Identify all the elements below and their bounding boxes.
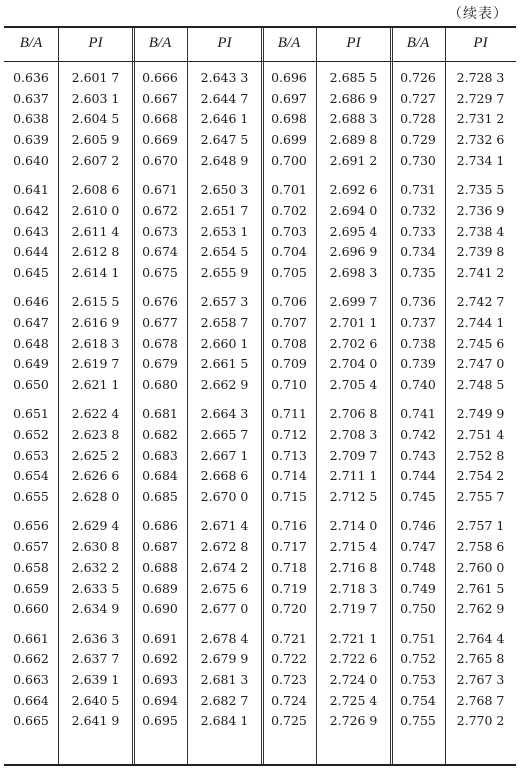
pi-cell: 2.702 6 [329,335,378,351]
ba-cell: 0.676 [142,294,178,310]
pi-cell: 2.607 2 [71,152,120,168]
ba-cell: 0.685 [142,489,178,505]
ba-cell: 0.672 [142,202,178,218]
ba-cell: 0.743 [400,447,436,463]
ba-cell: 0.708 [271,335,307,351]
table-row [4,580,516,601]
pi-cell: 2.722 6 [329,651,378,667]
ba-cell: 0.723 [271,671,307,687]
pi-cell: 2.699 7 [329,294,378,310]
table-row [4,314,516,335]
ba-cell: 0.662 [13,651,49,667]
ba-cell: 0.734 [400,244,436,260]
pi-cell: 2.716 8 [329,559,378,575]
pi-cell: 2.633 5 [71,580,120,596]
table-row [4,559,516,580]
ba-cell: 0.670 [142,152,178,168]
pi-cell: 2.625 2 [71,447,120,463]
ba-cell: 0.655 [13,489,49,505]
table-row [4,488,516,509]
ba-cell: 0.651 [13,406,49,422]
header-pi: PI [346,35,361,51]
ba-cell: 0.666 [142,70,178,85]
pi-cell: 2.614 1 [71,264,120,280]
ba-cell: 0.694 [142,692,178,708]
table-row [4,202,516,223]
ba-cell: 0.718 [271,559,307,575]
ba-cell: 0.736 [400,294,436,310]
ba-cell: 0.702 [271,202,307,218]
pi-cell: 2.626 6 [71,468,120,484]
pi-cell: 2.610 0 [71,202,120,218]
pi-cell: 2.708 3 [329,427,378,442]
ba-cell: 0.744 [400,468,436,484]
ba-cell: 0.656 [13,518,49,534]
ba-cell: 0.713 [271,447,307,463]
ba-cell: 0.650 [13,377,49,392]
pi-cell: 2.647 5 [200,132,249,148]
pi-cell: 2.768 7 [456,692,505,708]
ba-cell: 0.753 [400,671,436,687]
pi-cell: 2.745 6 [456,335,505,351]
ba-cell: 0.712 [271,427,307,442]
header-ba: B/A [277,35,301,51]
ba-cell: 0.716 [271,518,307,534]
pi-cell: 2.739 8 [456,244,505,260]
pi-cell: 2.718 3 [329,580,378,596]
table-row [4,335,516,356]
ba-cell: 0.658 [13,559,49,575]
ba-cell: 0.642 [13,202,49,218]
pi-cell: 2.636 3 [71,630,120,646]
ba-cell: 0.749 [400,580,436,596]
table-row [4,712,516,733]
ba-cell: 0.730 [400,152,436,168]
table-row [4,181,516,202]
pi-cell: 2.629 4 [71,518,120,534]
ba-cell: 0.692 [142,651,178,667]
pi-cell: 2.658 7 [200,314,249,330]
ba-cell: 0.737 [400,314,436,330]
table-row [4,630,516,651]
ba-cell: 0.636 [13,70,49,85]
ba-cell: 0.704 [271,244,307,260]
ba-cell: 0.699 [271,132,307,148]
header-ba: B/A [19,35,43,51]
pi-cell: 2.664 3 [200,406,249,422]
ba-cell: 0.724 [271,692,307,708]
ba-cell: 0.696 [271,70,307,85]
ba-cell: 0.646 [13,294,49,310]
pi-cell: 2.709 7 [329,447,378,463]
pi-cell: 2.696 9 [329,244,378,260]
table-header-row [4,28,516,62]
ba-cell: 0.641 [13,182,49,198]
ba-cell: 0.703 [271,223,307,239]
pi-cell: 2.691 2 [329,152,378,168]
pi-cell: 2.747 0 [456,356,505,372]
ba-cell: 0.710 [271,377,307,392]
ba-cell: 0.738 [400,335,436,351]
ba-cell: 0.648 [13,335,49,351]
ba-cell: 0.728 [400,111,436,127]
pi-cell: 2.706 8 [329,406,378,422]
ba-cell: 0.663 [13,671,49,687]
table-row [4,131,516,152]
pi-cell: 2.748 5 [456,377,505,392]
table-row [4,517,516,538]
ba-cell: 0.742 [400,427,436,442]
table-row [4,600,516,621]
pi-cell: 2.618 3 [71,335,120,351]
header-pi: PI [217,35,232,51]
pi-cell: 2.654 5 [200,244,249,260]
ba-cell: 0.653 [13,447,49,463]
ba-cell: 0.687 [142,539,178,555]
ba-cell: 0.750 [400,601,436,617]
pi-cell: 2.623 8 [71,427,120,442]
pi-cell: 2.679 9 [200,651,249,667]
pi-cell: 2.641 9 [71,713,120,729]
ba-cell: 0.755 [400,713,436,729]
ba-cell: 0.660 [13,601,49,617]
pi-cell: 2.719 7 [329,601,378,617]
table-row [4,152,516,173]
pi-cell: 2.758 6 [456,539,505,555]
table-row [4,243,516,264]
pi-cell: 2.770 2 [456,713,505,729]
pi-cell: 2.634 9 [71,601,120,617]
pi-cell: 2.643 3 [200,70,249,85]
pi-cell: 2.738 4 [456,223,505,239]
pi-cell: 2.621 1 [71,377,120,392]
table-row [4,650,516,671]
pi-cell: 2.749 9 [456,406,505,422]
ba-cell: 0.668 [142,111,178,127]
table-row [4,405,516,426]
ba-cell: 0.735 [400,264,436,280]
pi-cell: 2.655 9 [200,264,249,280]
table-row [4,223,516,244]
pi-cell: 2.735 5 [456,182,505,198]
ba-cell: 0.715 [271,489,307,505]
pi-cell: 2.751 4 [456,427,505,442]
pi-cell: 2.661 5 [200,356,249,372]
table-row [4,692,516,713]
pi-cell: 2.688 3 [329,111,378,127]
ba-cell: 0.665 [13,713,49,729]
pi-cell: 2.630 8 [71,539,120,555]
ba-cell: 0.717 [271,539,307,555]
ba-cell: 0.647 [13,314,49,330]
pi-cell: 2.732 6 [456,132,505,148]
pi-cell: 2.757 1 [456,518,505,534]
pi-cell: 2.639 1 [71,671,120,687]
pi-cell: 2.754 2 [456,468,505,484]
pi-cell: 2.605 9 [71,132,120,148]
table-row [4,293,516,314]
ba-cell: 0.705 [271,264,307,280]
pi-cell: 2.648 9 [200,152,249,168]
pi-cell: 2.760 0 [456,559,505,575]
pi-cell: 2.705 4 [329,377,378,392]
pi-cell: 2.677 0 [200,601,249,617]
ba-cell: 0.679 [142,356,178,372]
pi-cell: 2.721 1 [329,630,378,646]
ba-cell: 0.747 [400,539,436,555]
table-row [4,69,516,90]
pi-cell: 2.668 6 [200,468,249,484]
pi-cell: 2.736 9 [456,202,505,218]
ba-cell: 0.669 [142,132,178,148]
ba-cell: 0.677 [142,314,178,330]
ba-cell: 0.654 [13,468,49,484]
pi-cell: 2.734 1 [456,152,505,168]
ba-cell: 0.709 [271,356,307,372]
pi-cell: 2.601 7 [71,70,120,85]
ba-cell: 0.729 [400,132,436,148]
ba-cell: 0.698 [271,111,307,127]
ba-cell: 0.701 [271,182,307,198]
pi-cell: 2.686 9 [329,90,378,106]
ba-cell: 0.639 [13,132,49,148]
table-row [4,671,516,692]
pi-cell: 2.616 9 [71,314,120,330]
ba-cell: 0.697 [271,90,307,106]
pi-cell: 2.714 0 [329,518,378,534]
pi-cell: 2.678 4 [200,630,249,646]
ba-cell: 0.727 [400,90,436,106]
pi-cell: 2.701 1 [329,314,378,330]
ba-cell: 0.688 [142,559,178,575]
pi-cell: 2.628 0 [71,489,120,505]
pi-cell: 2.632 2 [71,559,120,575]
pi-cell: 2.674 2 [200,559,249,575]
pi-cell: 2.662 9 [200,377,249,392]
table-row [4,538,516,559]
pi-cell: 2.694 0 [329,202,378,218]
ba-cell: 0.746 [400,518,436,534]
ba-cell: 0.739 [400,356,436,372]
ba-cell: 0.725 [271,713,307,729]
ba-cell: 0.643 [13,223,49,239]
pi-cell: 2.685 5 [329,70,378,85]
table-caption: （续表） [448,6,508,22]
pi-cell: 2.711 1 [329,468,378,484]
ba-cell: 0.714 [271,468,307,484]
pi-cell: 2.651 7 [200,202,249,218]
pi-cell: 2.675 6 [200,580,249,596]
pi-cell: 2.646 1 [200,111,249,127]
ba-cell: 0.700 [271,152,307,168]
pi-cell: 2.729 7 [456,90,505,106]
header-pi: PI [473,35,488,51]
table-row [4,376,516,397]
ba-cell: 0.690 [142,601,178,617]
header-ba: B/A [148,35,172,51]
ba-cell: 0.664 [13,692,49,708]
pi-cell: 2.731 2 [456,111,505,127]
ba-cell: 0.745 [400,489,436,505]
table-row [4,467,516,488]
pi-cell: 2.650 3 [200,182,249,198]
pi-cell: 2.644 7 [200,90,249,106]
pi-cell: 2.692 6 [329,182,378,198]
pi-cell: 2.704 0 [329,356,378,372]
header-ba: B/A [406,35,430,51]
pi-cell: 2.608 6 [71,182,120,198]
pi-cell: 2.741 2 [456,264,505,280]
ba-cell: 0.721 [271,630,307,646]
pi-cell: 2.715 4 [329,539,378,555]
table-row [4,110,516,131]
pi-cell: 2.742 7 [456,294,505,310]
ba-cell: 0.671 [142,182,178,198]
ba-cell: 0.649 [13,356,49,372]
pi-cell: 2.767 3 [456,671,505,687]
pi-cell: 2.670 0 [200,489,249,505]
table-row [4,264,516,285]
ba-cell: 0.693 [142,671,178,687]
ba-cell: 0.722 [271,651,307,667]
pi-cell: 2.653 1 [200,223,249,239]
ba-cell: 0.706 [271,294,307,310]
ba-cell: 0.675 [142,264,178,280]
ba-cell: 0.748 [400,559,436,575]
pi-cell: 2.672 8 [200,539,249,555]
pi-cell: 2.665 7 [200,427,249,442]
pi-cell: 2.726 9 [329,713,378,729]
ba-cell: 0.689 [142,580,178,596]
pi-cell: 2.615 5 [71,294,120,310]
pi-cell: 2.622 4 [71,406,120,422]
pi-cell: 2.698 3 [329,264,378,280]
ba-cell: 0.657 [13,539,49,555]
table-row [4,355,516,376]
ba-cell: 0.680 [142,377,178,392]
ba-cell: 0.673 [142,223,178,239]
pi-cell: 2.689 8 [329,132,378,148]
pi-cell: 2.762 9 [456,601,505,617]
ba-cell: 0.644 [13,244,49,260]
ba-cell: 0.752 [400,651,436,667]
ba-cell: 0.733 [400,223,436,239]
pi-cell: 2.612 8 [71,244,120,260]
ba-cell: 0.740 [400,377,436,392]
pi-cell: 2.755 7 [456,489,505,505]
ba-cell: 0.707 [271,314,307,330]
pi-cell: 2.752 8 [456,447,505,463]
pi-cell: 2.657 3 [200,294,249,310]
pi-cell: 2.604 5 [71,111,120,127]
ba-cell: 0.684 [142,468,178,484]
ba-cell: 0.640 [13,152,49,168]
ba-cell: 0.674 [142,244,178,260]
ba-cell: 0.652 [13,427,49,442]
pi-cell: 2.765 8 [456,651,505,667]
pi-cell: 2.619 7 [71,356,120,372]
ba-cell: 0.667 [142,90,178,106]
ba-cell: 0.645 [13,264,49,280]
pi-cell: 2.682 7 [200,692,249,708]
pi-cell: 2.725 4 [329,692,378,708]
pi-cell: 2.667 1 [200,447,249,463]
ba-cell: 0.726 [400,70,436,85]
pi-cell: 2.660 1 [200,335,249,351]
ba-cell: 0.711 [271,406,307,422]
ba-cell: 0.683 [142,447,178,463]
header-pi: PI [88,35,103,51]
pi-cell: 2.744 1 [456,314,505,330]
ba-cell: 0.686 [142,518,178,534]
ba-cell: 0.682 [142,427,178,442]
pi-cell: 2.637 7 [71,651,120,667]
pi-cell: 2.671 4 [200,518,249,534]
ba-cell: 0.659 [13,580,49,596]
pi-cell: 2.603 1 [71,90,120,106]
data-table [4,26,516,766]
table-row [4,447,516,468]
ba-cell: 0.638 [13,111,49,127]
pi-cell: 2.712 5 [329,489,378,505]
ba-cell: 0.720 [271,601,307,617]
ba-cell: 0.637 [13,90,49,106]
ba-cell: 0.681 [142,406,178,422]
ba-cell: 0.678 [142,335,178,351]
pi-cell: 2.681 3 [200,671,249,687]
pi-cell: 2.695 4 [329,223,378,239]
pi-cell: 2.761 5 [456,580,505,596]
pi-cell: 2.611 4 [71,223,120,239]
pi-cell: 2.764 4 [456,630,505,646]
ba-cell: 0.695 [142,713,178,729]
ba-cell: 0.691 [142,630,178,646]
table-row [4,90,516,111]
ba-cell: 0.732 [400,202,436,218]
table-row [4,426,516,447]
ba-cell: 0.719 [271,580,307,596]
pi-cell: 2.724 0 [329,671,378,687]
pi-cell: 2.640 5 [71,692,120,708]
ba-cell: 0.751 [400,630,436,646]
ba-cell: 0.731 [400,182,436,198]
pi-cell: 2.728 3 [456,70,505,85]
ba-cell: 0.661 [13,630,49,646]
pi-cell: 2.684 1 [200,713,249,729]
ba-cell: 0.754 [400,692,436,708]
ba-cell: 0.741 [400,406,436,422]
